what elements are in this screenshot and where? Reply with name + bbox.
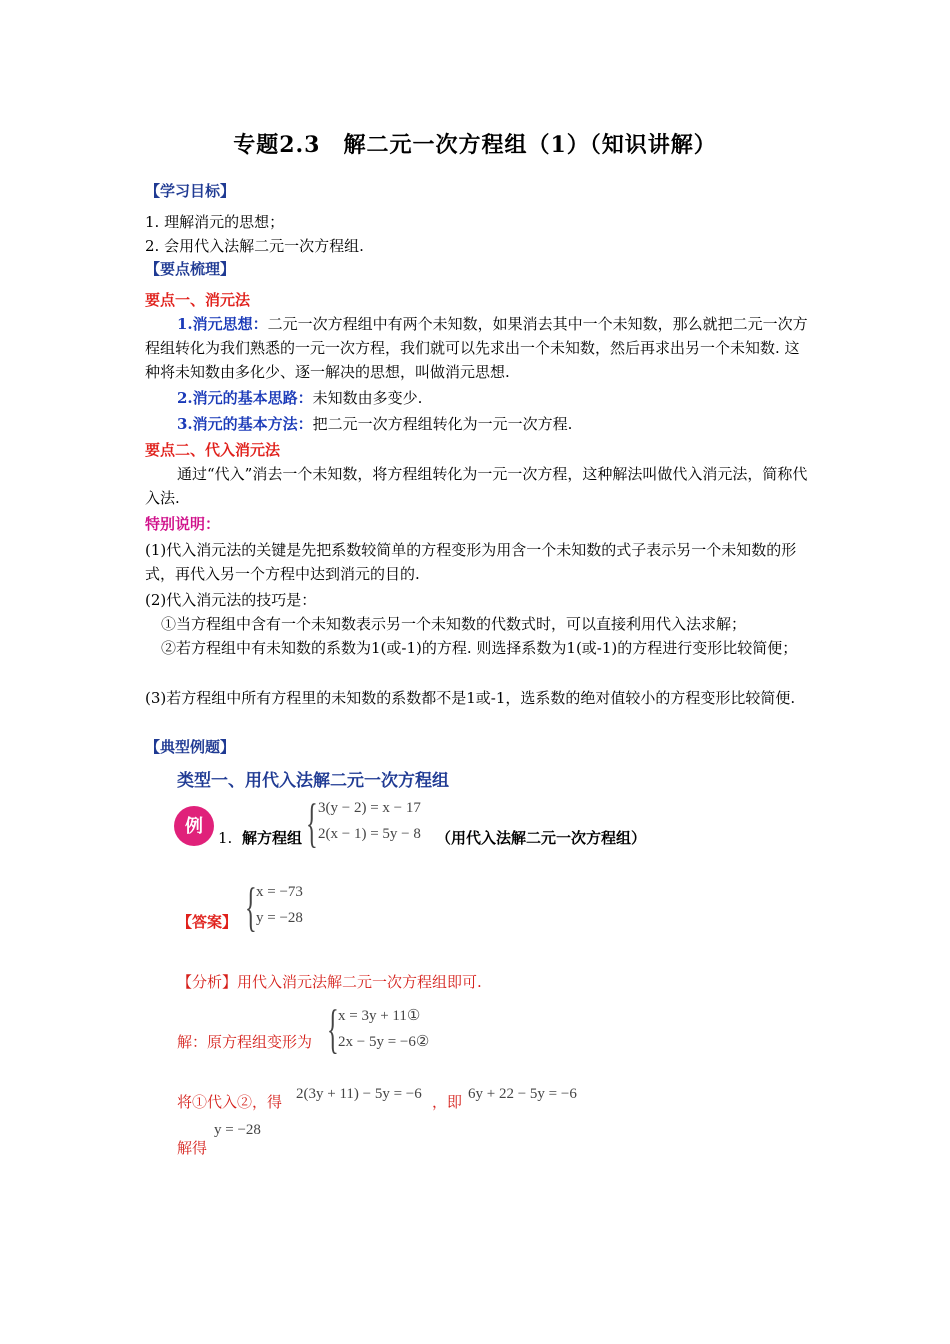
goals-heading: 【学习目标】 <box>145 182 236 200</box>
point2-text: 通过“代入”消去一个未知数，将方程组转化为一元一次方程，这种解法叫做代入消元法，简称代入法. <box>145 465 808 507</box>
question-note: （用代入法解二元一次方程组） <box>436 829 647 847</box>
answer-equation-2: y = −28 <box>256 910 303 926</box>
analysis-text: 用代入消元法解二元一次方程组即可. <box>237 973 482 991</box>
solution-equation-1: x = 3y + 11① <box>338 1008 421 1024</box>
point1-item3-text: 把二元一次方程组转化为一元一次方程. <box>312 415 573 433</box>
step1-prefix: 将①代入②，得 <box>177 1093 283 1111</box>
point1-item2 <box>177 386 422 410</box>
point1-item1 <box>145 312 810 384</box>
special-note-1: (1)代入消元法的关键是先把系数较简单的方程变形为用含一个未知数的式子表示另一个未知数的形式，再代入另一个方程中达到消元的目的. <box>145 541 797 583</box>
special-note-2a: ①当方程组中含有一个未知数表示另一个未知数的代数式时，可以直接利用代入法求解； <box>161 615 747 633</box>
question-text: 解方程组 <box>242 829 303 847</box>
analysis-label: 【分析】 <box>177 973 238 991</box>
point1-heading: 要点一、消元法 <box>145 291 251 309</box>
solution-equation-2: 2x − 5y = −6② <box>338 1034 430 1050</box>
special-note-2: (2)代入消元法的技巧是： <box>145 591 317 609</box>
points-heading: 【要点梳理】 <box>145 260 236 278</box>
special-note-2b: ②若方程组中有未知数的系数为1(或-1)的方程. 则选择系数为1(或-1)的方程进行变形比较简便； <box>161 639 798 657</box>
special-heading: 特别说明： <box>145 515 221 533</box>
question-equation-1: 3(y − 2) = x − 17 <box>318 800 421 816</box>
example-badge-label: 例 <box>185 816 203 837</box>
question-number: 1. <box>218 829 233 847</box>
question-equation-2: 2(x − 1) = 5y − 8 <box>318 826 421 842</box>
special-note-3: (3)若方程组中所有方程里的未知数的系数都不是1或-1，选系数的绝对值较小的方程变形比较简便. <box>145 689 796 707</box>
goal-item-2: 2. 会用代入法解二元一次方程组. <box>145 237 364 255</box>
goal-item-1: 1. 理解消元的思想； <box>145 213 285 231</box>
step1-equation: 2(3y + 11) − 5y = −6 <box>296 1086 422 1102</box>
type1-title: 类型一、用代入法解二元一次方程组 <box>177 771 449 791</box>
point1-item2-label: 2.消元的基本思路： <box>177 389 313 407</box>
point1-item3-label: 3.消元的基本方法： <box>177 415 313 433</box>
point1-item1-text: 二元一次方程组中有两个未知数，如果消去其中一个未知数，那么就把二元一次方程组转化为我们熟悉的一元一次方程，我们就可以先求出一个未知数，然后再求出另一个未知数. 这种将未知数由多化少、逐一解决的思想，叫做消元思想. <box>145 315 808 381</box>
answer-equation-1: x = −73 <box>256 884 303 900</box>
solution-label: 解：原方程组变形为 <box>177 1033 313 1051</box>
step2-equation: y = −28 <box>214 1122 261 1138</box>
answer-label: 【答案】 <box>177 913 238 931</box>
point1-item1-label: 1.消元思想： <box>177 315 268 333</box>
step1-equation-2: 6y + 22 − 5y = −6 <box>468 1086 577 1102</box>
example-badge-icon <box>174 806 214 846</box>
question-brace: { <box>306 793 318 853</box>
step2-prefix: 解得 <box>177 1139 208 1157</box>
point1-item3 <box>177 412 572 436</box>
solution-brace: { <box>327 999 339 1059</box>
page-title: 专题2.3 解二元一次方程组（1）（知识讲解） <box>233 132 717 158</box>
point1-item2-text: 未知数由多变少. <box>312 389 423 407</box>
point2-heading: 要点二、代入消元法 <box>145 441 281 459</box>
answer-brace: { <box>245 877 257 937</box>
analysis <box>177 970 482 994</box>
examples-heading: 【典型例题】 <box>145 738 236 756</box>
step1-middle: ，即 <box>432 1093 463 1111</box>
